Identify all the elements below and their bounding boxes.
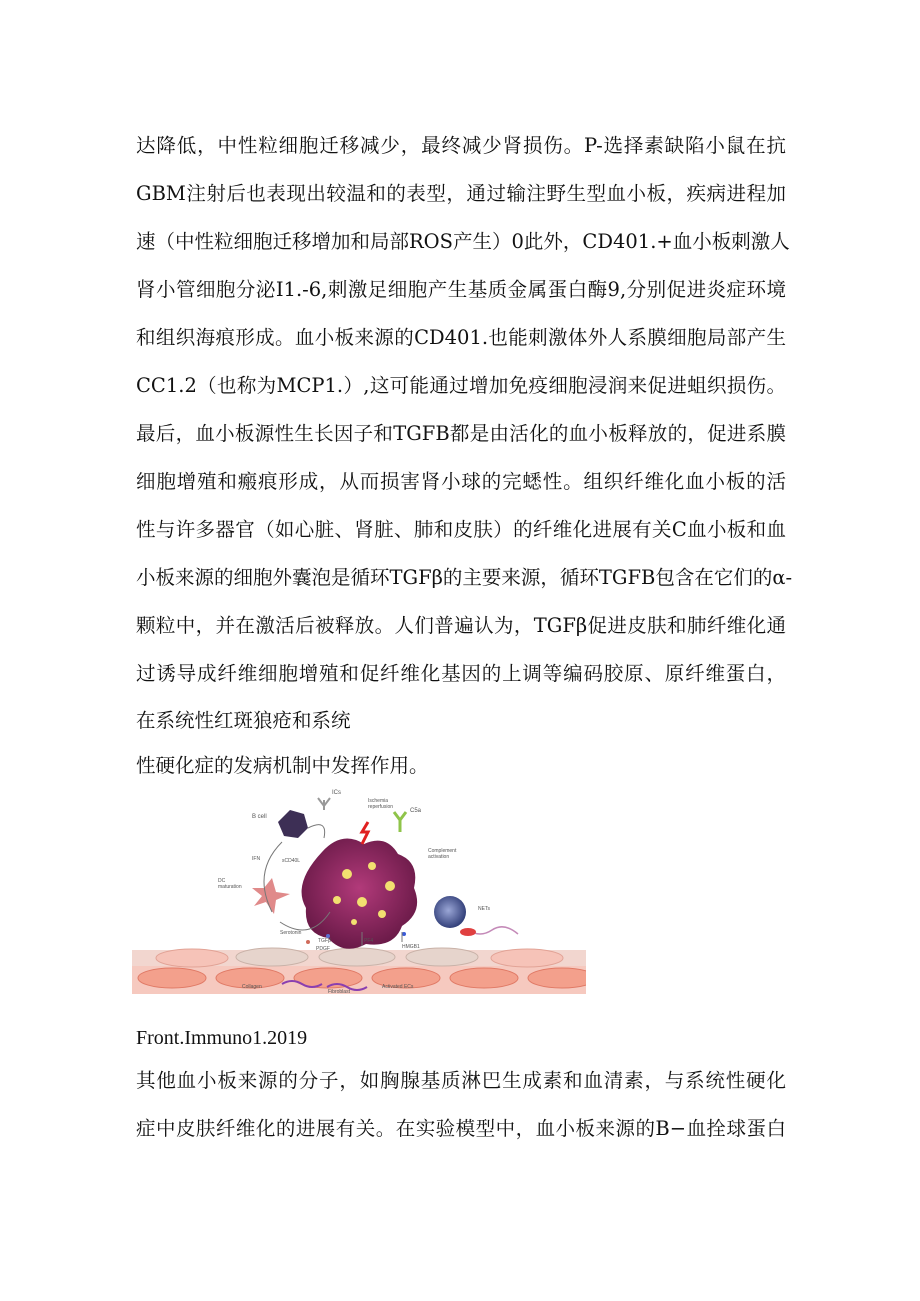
text-line: 细胞增殖和瘢痕形成，从而损害肾小球的完蟋性。组织纤维化血小板的活 <box>136 470 786 493</box>
label-dc: DC maturation <box>218 878 242 890</box>
text-line: 达降低，中性粒细胞迁移减少，最终减少肾损伤。P-选择素缺陷小鼠在抗 <box>136 134 786 157</box>
text-line: 和组织海痕形成。血小板来源的CD401.也能刺激体外人系膜细胞局部产生 <box>136 326 786 349</box>
text-line: 小板来源的细胞外囊泡是循环TGFβ的主要来源，循环TGFB包含在它们的α- <box>136 566 793 589</box>
ischemia-bolt <box>362 822 368 844</box>
label-ischemia: Ischemia reperfusion <box>368 798 394 810</box>
text-line: 速（中性粒细胞迁移增加和局部ROS产生）0此外，CD401.+血小板刺激人 <box>136 230 790 253</box>
platelet-pathway-figure <box>132 782 586 994</box>
label-scd40l: sCD40L <box>282 858 301 864</box>
b-cell <box>278 810 308 838</box>
label-hmgb1: HMGB1 <box>402 944 420 950</box>
label-tgfb: TGFβ <box>318 938 331 944</box>
label-collagen: Collagen <box>242 984 262 990</box>
figure-illustration <box>132 782 586 994</box>
label-pf4: PF4 <box>364 938 374 944</box>
text-line: 症中皮肤纤维化的进展有关。在实验模型中，血小板来源的B−血拴球蛋白 <box>136 1117 786 1140</box>
text-line: 过诱导成纤维细胞增殖和促纤维化基因的上调等编码胶原、原纤维蛋白， <box>136 662 786 685</box>
label-complement: Complement activation <box>428 848 457 860</box>
text-line: 性硬化症的发病机制中发挥作用。 <box>136 754 429 777</box>
label-ics: ICs <box>332 790 341 796</box>
label-activated-ecs: Activated ECs <box>382 984 414 990</box>
label-fibroblast: Fibroblast <box>328 989 350 994</box>
text-line: 其他血小板来源的分子，如胸腺基质淋巴生成素和血清素，与系统性硬化 <box>136 1069 786 1092</box>
dc-cell <box>252 878 290 914</box>
figure-caption: Front.Immuno1.2019 <box>136 1027 308 1049</box>
text-line: GBM注射后也表现出较温和的表型，通过输注野生型血小板，疾病进程加 <box>136 182 786 205</box>
text-line: 最后，血小板源性生长因子和TGFB都是由活化的血小板释放的，促进系膜 <box>136 422 786 445</box>
label-pdgf: PDGF <box>316 946 330 952</box>
text-line: 肾小管细胞分泌I1.-6,刺激足细胞产生基质金属蛋白酶9,分别促进炎症环境 <box>136 278 786 301</box>
label-nets: NETs <box>478 906 490 912</box>
text-line: 在系统性红斑狼疮和系统 <box>136 709 351 732</box>
label-b-cell: B cell <box>252 814 267 820</box>
text-line: 颗粒中，并在激活后被释放。人们普遍认为，TGFβ促进皮肤和肺纤维化通 <box>136 614 786 637</box>
label-c5a: C5a <box>410 808 422 814</box>
activated-platelet <box>302 839 418 949</box>
text-line: CC1.2（也称为MCP1.）,这可能通过增加免疫细胞浸润来促进蛆织损伤。 <box>136 374 786 397</box>
label-serotonin: Serotonin <box>280 930 302 936</box>
neutrophil <box>434 896 466 928</box>
label-ifn: IFN <box>252 856 261 862</box>
text-line: 性与许多器官（如心脏、肾脏、肺和皮肤）的纤维化进展有关C血小板和血 <box>136 518 786 541</box>
